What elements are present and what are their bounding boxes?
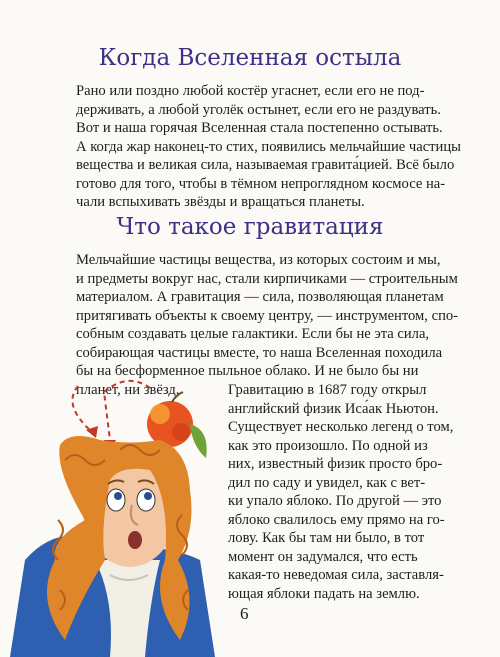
section1-title: Когда Вселенная остыла bbox=[98, 45, 402, 71]
text-line: английский физик Иса́ак Ньютон. bbox=[228, 400, 439, 417]
text-line: держивать, а любой уголёк остынет, если его не раздувать. bbox=[76, 101, 441, 118]
text-line: притягивать объекты к своему центру, — инструментом, спо- bbox=[76, 307, 459, 324]
text-line: вещества и великая сила, называемая гравита́цией. Всё было bbox=[76, 157, 455, 173]
text-line: Гравитацию в 1687 году открыл bbox=[228, 382, 427, 398]
text-line: чали вспыхивать звёзды и вращаться планеты. bbox=[76, 194, 365, 210]
text-line: лову. Как бы там ни было, в тот bbox=[228, 530, 425, 546]
text-line: Рано или поздно любой костёр угаснет, если его не под- bbox=[76, 83, 425, 99]
text-line: Мельчайшие частицы вещества, из которых состоим и мы, bbox=[76, 252, 441, 268]
text-line: как это произошло. По одной из bbox=[228, 437, 428, 454]
text-line: планет, ни звёзд. bbox=[76, 381, 180, 398]
text-line: момент он задумался, что есть bbox=[228, 548, 418, 565]
text-line: ющая яблоки падать на землю. bbox=[228, 585, 420, 602]
text-line: бы на бесформенное пыльное облако. И не было бы ни bbox=[76, 363, 419, 379]
text-line: Вот и наша горячая Вселенная стала постепенно остывать. bbox=[76, 120, 443, 136]
text-line: них, известный физик просто бро- bbox=[228, 456, 443, 472]
text-line: собным создавать целые галактики. Если бы не эта сила, bbox=[76, 326, 430, 342]
text-line: готово для того, чтобы в тёмном непроглядном космосе на- bbox=[76, 175, 446, 192]
text-line: какая-то неведомая сила, заставля- bbox=[228, 567, 444, 583]
text-line: Существует несколько легенд о том, bbox=[228, 419, 454, 435]
section2-title: Что такое гравитация bbox=[116, 214, 384, 240]
text-line: дил по саду и увидел, как с вет- bbox=[228, 474, 426, 491]
text-line: яблоко свалилось ему прямо на го- bbox=[228, 511, 445, 528]
text-line: А когда жар наконец-то стих, появились мельчайшие частицы bbox=[76, 138, 461, 155]
newton-figure bbox=[10, 436, 215, 657]
dashed-arrows bbox=[72, 381, 150, 440]
text-line: материалом. А гравитация — сила, позволяющая планетам bbox=[76, 289, 444, 305]
text-line: собирающая частицы вместе, то наша Вселенная походила bbox=[76, 344, 443, 361]
text-line: ки упало яблоко. По другой — это bbox=[228, 493, 442, 509]
page-number: 6 bbox=[240, 604, 249, 623]
text-line: и предметы вокруг нас, стали кирпичиками — строительным bbox=[76, 270, 458, 287]
